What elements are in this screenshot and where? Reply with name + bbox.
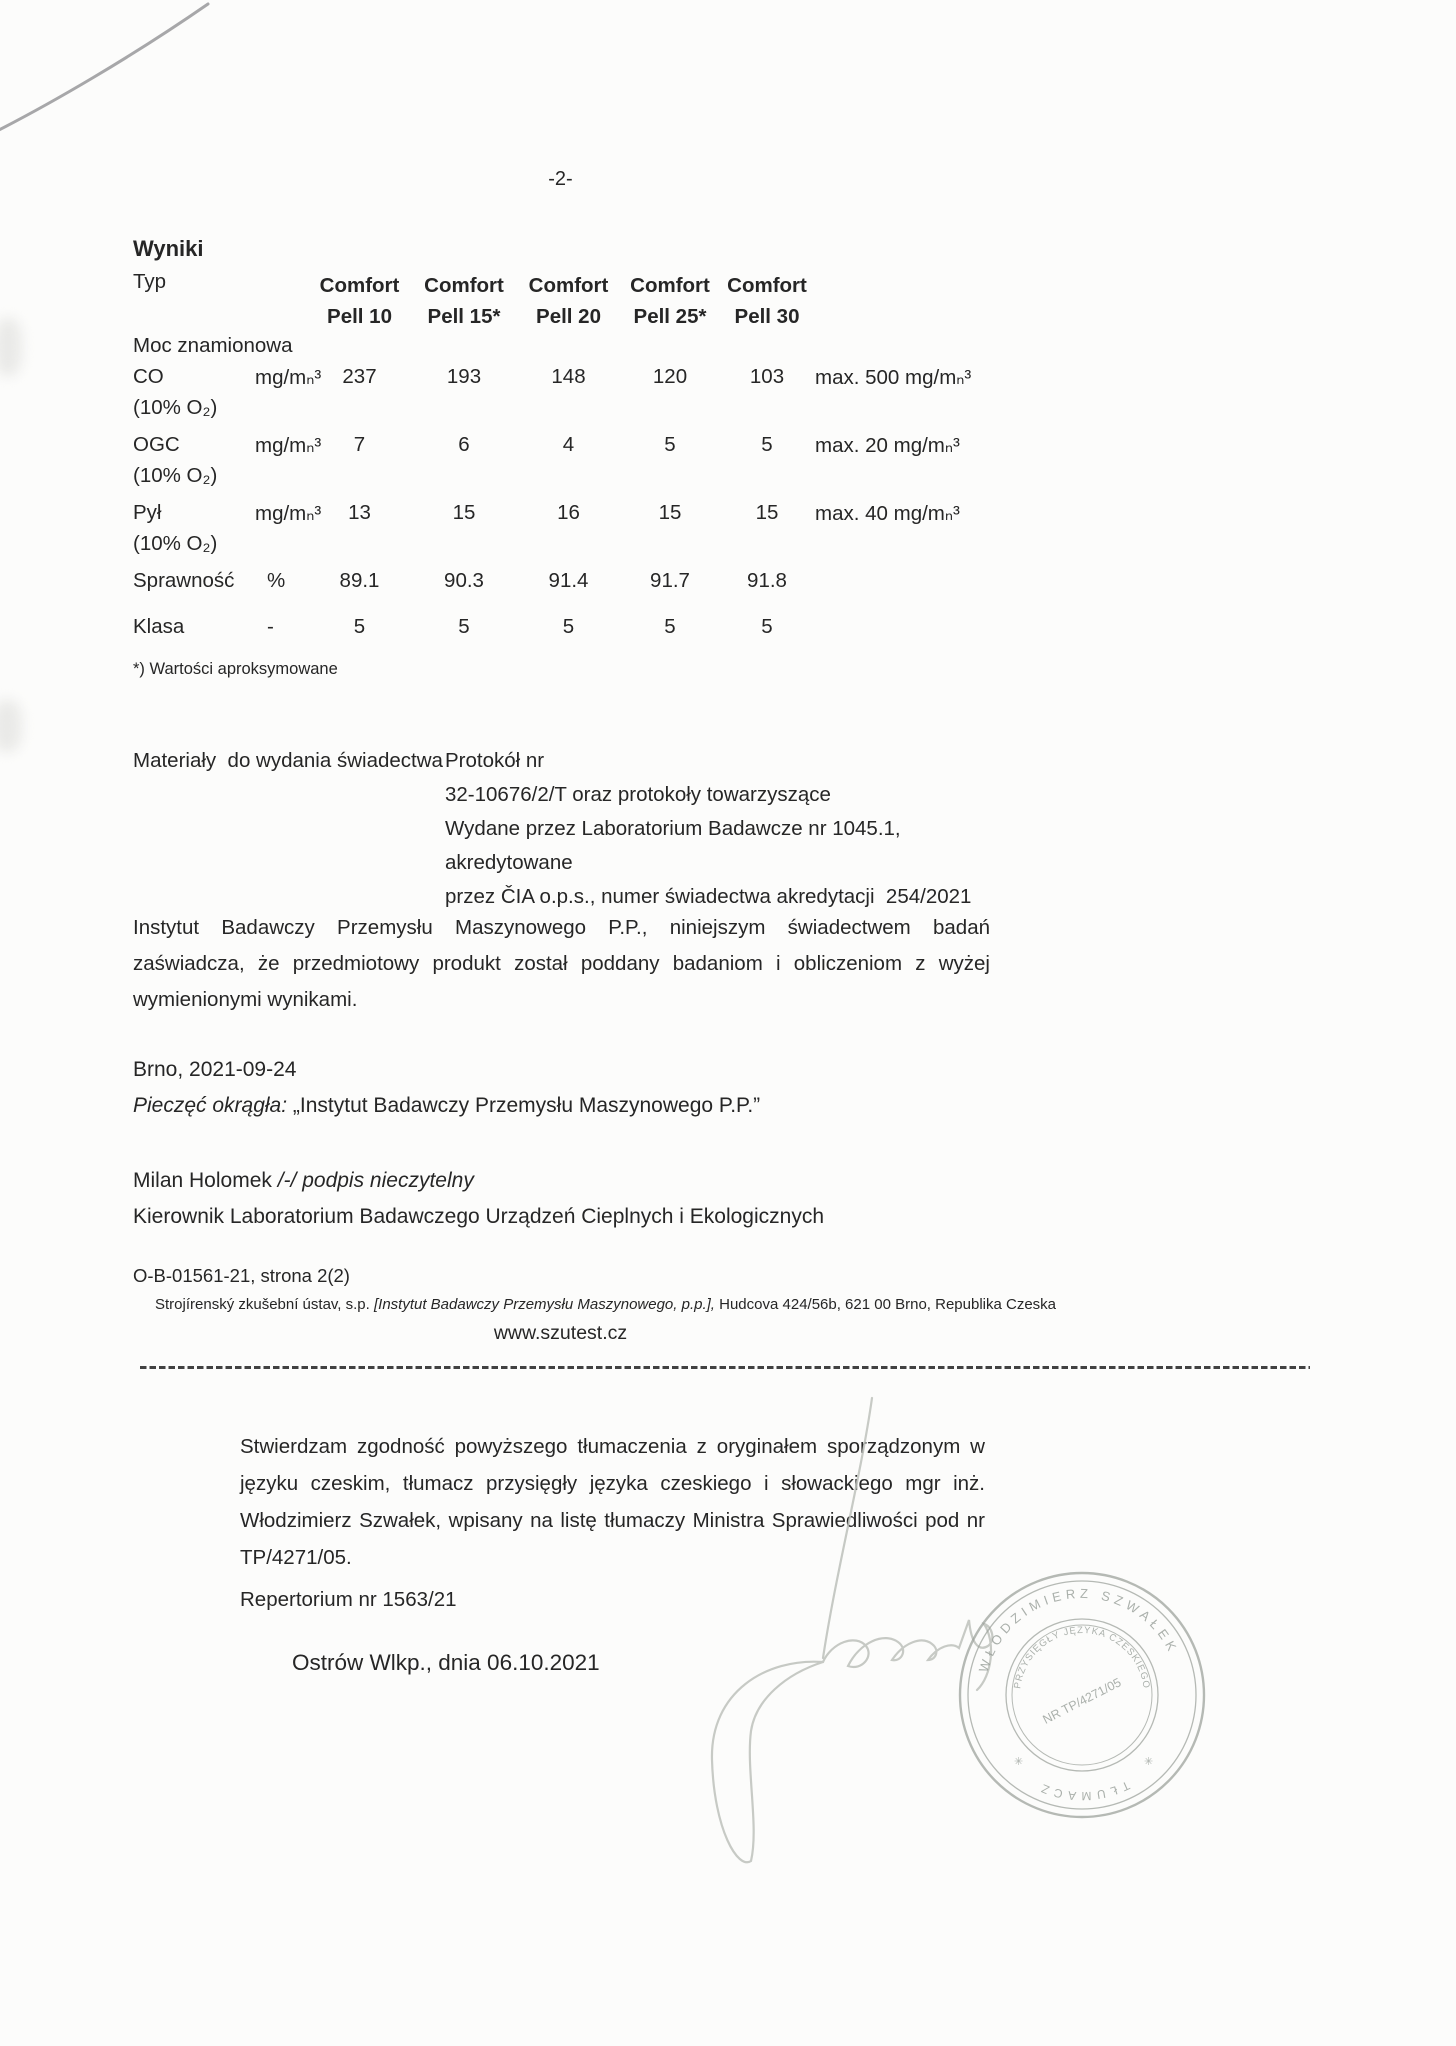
protocol-line: Wydane przez Laboratorium Badawcze nr 1045.1, akredytowane <box>445 817 907 874</box>
seal-note-label: Pieczęć okrągła: <box>133 1094 288 1117</box>
translator-statement: Stwierdzam zgodność powyższego tłumaczenia z oryginałem sporządzonym w języku czeskim, tłumacz przysięgły języka czeskiego i słowackiego mgr inż. Włodzimierz Szwałek, wpisany na listę tłumaczy Ministra Sprawiedliwości pod nr TP/4271/05. <box>240 1435 985 1569</box>
table-row-condition: (10% O₂) <box>133 464 218 487</box>
power-label: Moc znamionowa <box>133 334 293 357</box>
protocol-line: Protokół nr <box>445 749 545 772</box>
table-header-row <box>133 270 1233 334</box>
limit-cell: max. 500 mg/mₙ³ <box>815 366 972 389</box>
materials-label: Materiały do wydania świadectwa <box>133 749 443 772</box>
website: www.szutest.cz <box>493 1322 628 1344</box>
table-row-sprawnosc: Sprawność % 89.1 90.3 91.4 91.7 91.8 <box>133 569 787 592</box>
scan-crease-line <box>0 0 220 140</box>
institute-address: Strojírenský zkušební ústav, s.p. [Instytut Badawczy Przemysłu Maszynowego, p.p.], Hudcova 424/56b, 621 00 Brno, Republika Czeska <box>155 1296 1057 1313</box>
signatory-block <box>133 1163 824 1235</box>
scan-smudge <box>0 700 22 752</box>
issue-place-date: Brno, 2021-09-24 <box>133 1058 297 1081</box>
scan-smudge <box>0 318 22 376</box>
round-stamp <box>952 1565 1212 1825</box>
limit-cell: max. 20 mg/mₙ³ <box>815 434 960 457</box>
protocol-line: przez ČIA o.p.s., numer świadectwa akredytacji 254/2021 <box>445 885 972 908</box>
stamp-star-left: ✳ <box>1014 1756 1024 1768</box>
signatory-title: Kierownik Laboratorium Badawczego Urządzeń Cieplnych i Ekologicznych <box>133 1205 825 1228</box>
repertorium-number: Repertorium nr 1563/21 <box>240 1588 457 1611</box>
table-row-ogc: OGC mg/mₙ³ 7 6 4 5 5 max. 20 mg/mₙ³ <box>133 433 1233 464</box>
signatory-line <box>133 1163 824 1199</box>
signature-note: /-/ podpis nieczytelny <box>277 1169 474 1192</box>
stamp-center-text: NR TP/4271/05 <box>1040 1675 1124 1727</box>
table-row-pyl: Pył mg/mₙ³ 13 15 16 15 15 max. 40 mg/mₙ³ <box>133 501 1233 532</box>
issue-block <box>133 1052 760 1124</box>
column-header: Comfort Pell 30 <box>727 274 807 328</box>
document-reference: O-B-01561-21, strona 2(2) <box>133 1265 350 1286</box>
dashed-separator <box>140 1366 1310 1369</box>
signatory-name: Milan Holomek <box>133 1169 278 1192</box>
type-label: Typ <box>133 270 167 293</box>
protocol-line: 32-10676/2/T oraz protokoły towarzyszące <box>445 783 831 806</box>
seal-note-text: „Instytut Badawczy Przemysłu Maszynowego P.P.” <box>287 1094 761 1117</box>
stamp-star-right: ✳ <box>1144 1756 1154 1768</box>
page-number: -2- <box>548 168 573 190</box>
materials-section <box>133 744 1033 914</box>
table-footnote: *) Wartości aproksymowane <box>133 660 338 678</box>
handwritten-signature <box>560 1390 1000 1910</box>
table-row-klasa: Klasa - 5 5 5 5 5 <box>133 615 773 638</box>
translation-place-date: Ostrów Wlkp., dnia 06.10.2021 <box>292 1650 600 1675</box>
results-heading: Wyniki <box>133 236 204 261</box>
table-row-power <box>133 334 1233 365</box>
results-table <box>133 270 1233 646</box>
column-header: Comfort Pell 10 <box>319 274 400 328</box>
stamp-inner-text: PRZYSIĘGŁY JĘZYKA CZESKIEGO <box>1012 1624 1152 1690</box>
materials-lines <box>445 744 1033 914</box>
limit-cell: max. 40 mg/mₙ³ <box>815 502 960 525</box>
stamp-outer-text: WŁODZIMIERZ SZWAŁEK <box>975 1585 1182 1675</box>
table-row-condition: (10% O₂) <box>133 396 218 419</box>
seal-note <box>133 1088 760 1124</box>
table-row-condition: (10% O₂) <box>133 532 218 555</box>
table-row-co: CO mg/mₙ³ 237 193 148 120 103 max. 500 mg/mₙ³ <box>133 365 1233 396</box>
column-header: Comfort Pell 20 <box>528 274 609 328</box>
certification-statement: Instytut Badawczy Przemysłu Maszynowego P.P., niniejszym świadectwem badań zaświadcza, że przedmiotowy produkt został poddany badaniom i obliczeniom z wyżej wymienionymi wynikami. <box>133 916 990 1011</box>
column-header: Comfort Pell 25* <box>630 274 710 328</box>
column-header: Comfort Pell 15* <box>424 274 504 328</box>
stamp-bottom-text: TŁUMACZ <box>1034 1778 1132 1804</box>
